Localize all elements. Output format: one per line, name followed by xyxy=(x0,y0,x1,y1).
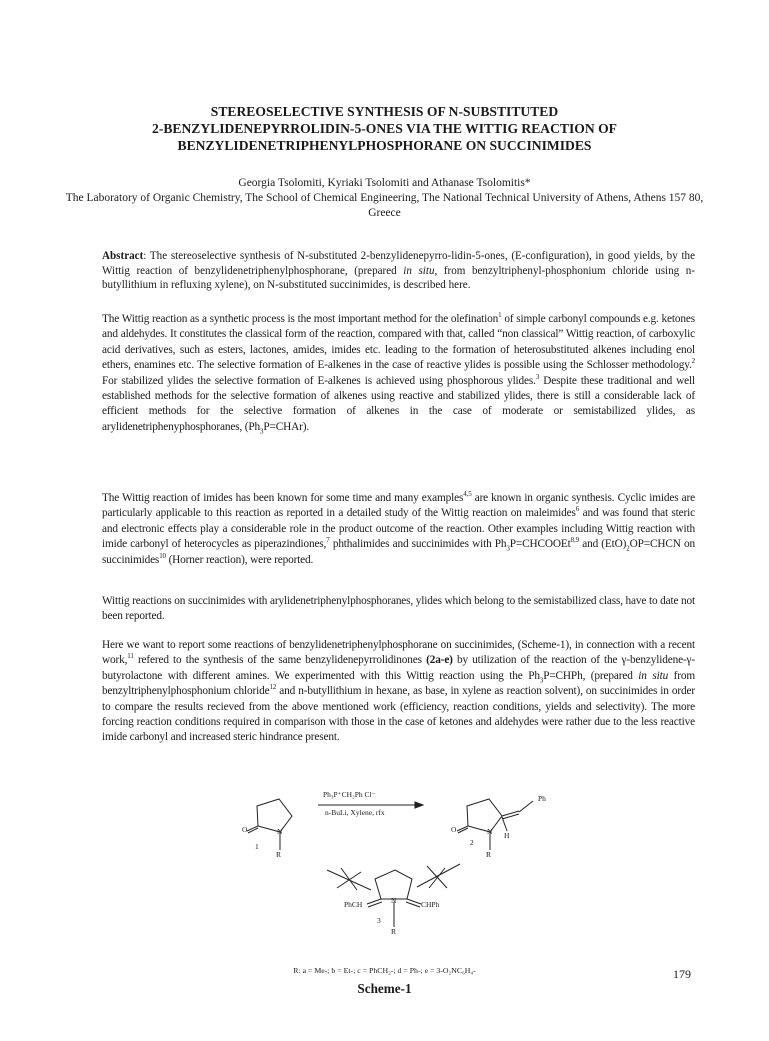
ref-8-9: 8,9 xyxy=(570,536,579,545)
ref-6: 6 xyxy=(575,505,580,514)
scheme-caption: Scheme-1 xyxy=(357,981,412,996)
p2-subscript-3: 3 xyxy=(506,544,510,553)
compound-number-2: 2 xyxy=(470,838,474,847)
p4-text-c: by utilization of the reaction of the γ-benzylidene-γ-butyrolactone with different amines. We experimented with this Wittig reaction using the Ph xyxy=(102,654,696,682)
p2-text-f: and (EtO) xyxy=(578,538,627,551)
p1-subscript: 3 xyxy=(260,427,264,436)
atom-ph: Ph xyxy=(538,794,546,803)
title-line-2: 2-BENZYLIDENEPYRROLIDIN-5-ONES VIA THE WITTIG REACTION OF xyxy=(152,121,617,136)
paragraph-3: Wittig reactions on succinimides with arylidenetriphenylphosphoranes, ylides which belong to the semistabilized class, have to date not been reported. xyxy=(102,595,695,623)
bis-benzylidene-ring xyxy=(375,870,412,899)
paragraph-2 xyxy=(102,491,695,568)
ref-11: 11 xyxy=(127,652,134,661)
title-line-3: BENZYLIDENETRIPHENYLPHOSPHORANE ON SUCCINIMIDES xyxy=(177,138,592,153)
ref-1: 1 xyxy=(498,311,502,320)
p2-text-d: phthalimides and succinimides with Ph xyxy=(329,538,507,551)
succinimide-ring xyxy=(257,799,292,832)
paragraph-4 xyxy=(102,638,695,746)
atom-r-2: R xyxy=(486,850,492,859)
chph-label: CHPh xyxy=(421,900,440,909)
reaction-scheme-drawing xyxy=(245,784,605,974)
atom-r-1: R xyxy=(276,850,282,859)
conditions-label: n-BuLi, Xylene, rfx xyxy=(325,808,385,817)
p4-subscript: 3 xyxy=(539,676,544,685)
atom-r-3: R xyxy=(391,927,397,936)
atom-o-1: O xyxy=(242,825,248,834)
p4-text-d: P=CHPh, (prepared xyxy=(543,669,639,682)
atom-o-2: O xyxy=(451,825,457,834)
atom-h: H xyxy=(504,831,510,840)
title-line-1: STEREOSELECTIVE SYNTHESIS OF N-SUBSTITUTED xyxy=(210,104,559,119)
p1-text-a: The Wittig reaction as a synthetic process is the most important method for the olefination xyxy=(102,313,499,325)
affiliation: The Laboratory of Organic Chemistry, The School of Chemical Engineering, The National Technical University of Athens, Athens 157 80, Greece xyxy=(65,192,704,219)
p1-text-d: Despite these traditional and well established methods for the selective formation of alkenes using reactive and stabilized ylides, there is still a considerable lack of efficient methods for the selective formation of alkenes in the case of moderate or semistabilized ylides, as arylidenetriphenyphosphoranes, (Ph xyxy=(102,374,696,433)
p1-text-c: For stabilized ylides the selective formation of E-alkenes is achieved using phosphorous ylides. xyxy=(102,374,536,387)
author-list: Georgia Tsolomiti, Kyriaki Tsolomiti and Athanase Tsolomitis* xyxy=(238,177,531,189)
p1-text-e: P=CHAr). xyxy=(263,420,310,433)
abstract-text-1: : The stereoselective synthesis of N-substituted 2-benzylidenepyrro-lidin-5-ones, (E-configuration), in good yields, by the Wittig reaction of benzylidenetriphenylphosphorane, (prepared xyxy=(102,250,695,277)
compound-number-1: 1 xyxy=(255,842,259,851)
compound-number-3: 3 xyxy=(377,916,381,925)
reagent-label: Ph₃P⁺CH₂Ph Cl⁻ xyxy=(323,790,376,799)
p4-text-f: and n-butyllithium in hexane, as base, in xylene as reaction solvent), on succinimides in order to compare the results recieved from the above mentioned work (efficiency, reaction conditions, yields and selectivity). The more forcing reaction conditions required in comparison with those in the case of ketones and aldehydes were rather due to the less reactive imide carbonyl and increased steric hindrance present. xyxy=(102,685,695,744)
pyrrolidinone-ring xyxy=(467,799,502,832)
ref-3: 3 xyxy=(535,372,540,381)
p2-text-c: and was found that steric and electronic effects play a considerable role in the product outcome of the reaction. Other examples including Wittig reaction with imide carbonyl of heterocycles as piperazindiones, xyxy=(102,507,695,551)
ref-10: 10 xyxy=(159,551,166,560)
p4-text-a: Here we want to report some reactions of benzylidenetriphenylphosphorane on succinimides, (Scheme-1), in connection with a recent work, xyxy=(102,639,695,667)
r-group-legend: R: a = Me-; b = Et-; c = PhCH₂-; d = Ph-; e = 3-O₂NC₆H₄- xyxy=(293,966,476,975)
ref-12: 12 xyxy=(269,683,277,692)
p2-text-a: The Wittig reaction of imides has been known for some time and many examples xyxy=(102,492,464,504)
p2-text-h: (Horner reaction), were reported. xyxy=(165,553,314,566)
page-number: 179 xyxy=(673,967,691,981)
paper-title xyxy=(60,103,709,154)
p4-text-e: from benzyltriphenylphosphonium chloride xyxy=(102,669,695,698)
p2-text-b: are known in organic synthesis. Cyclic imides are particularly applicable to this reaction as reported in a detailed study of the Wittig reaction on maleimides xyxy=(102,492,695,520)
atom-n-1: N xyxy=(277,827,283,836)
p1-text-b: of simple carbonyl compounds e.g. ketones and aldehydes. It constitutes the classical form of the reaction, compared with that, called “non classical” Wittig reaction, of carboxylic acid derivatives, such as esters, lactones, amides, imides etc. leading to the formation of heterosubstituted alkenes including enol ethers, enamines etc. The selective formation of E-alkenes in the case of reactive ylides is possible using the Schlosser methodology. xyxy=(102,313,695,372)
ref-7: 7 xyxy=(326,536,330,545)
ref-2: 2 xyxy=(691,357,695,366)
scheme-1-figure xyxy=(242,784,605,974)
p2-text-g: OP=CHCN on succinimides xyxy=(102,538,695,566)
atom-n-2: N xyxy=(487,827,493,836)
paragraph-1 xyxy=(102,312,695,435)
abstract-text-2: , from benzyltriphenyl-phosphonium chloride using n-butyllithium in refluxing xylene), on N-substituted succinimides, is described here. xyxy=(102,264,695,291)
p4-in-situ: in situ xyxy=(638,669,669,682)
ref-4-5: 4,5 xyxy=(463,490,472,499)
abstract xyxy=(102,249,695,293)
atom-n-3: N xyxy=(391,896,397,905)
abstract-label: Abstract xyxy=(102,250,144,262)
phch-label: PhCH xyxy=(344,900,363,909)
p2-text-e: P=CHCOOEt xyxy=(509,538,571,551)
compound-2a-e: (2a-e) xyxy=(426,654,453,667)
p2-subscript-2: 2 xyxy=(626,544,630,553)
abstract-in-situ: in situ xyxy=(403,264,435,277)
p4-text-b: refered to the synthesis of the same benzylidenepyrrolidinones xyxy=(133,654,427,667)
